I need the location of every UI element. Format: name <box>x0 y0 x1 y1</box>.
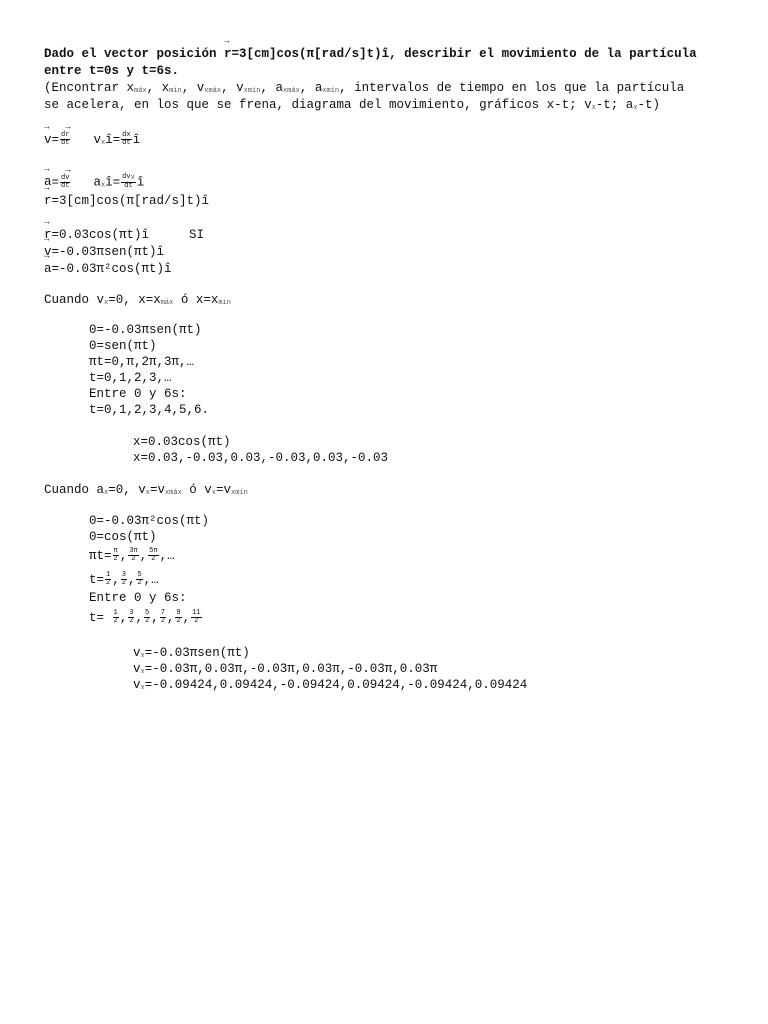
case2-v-line: vx=-0.03π,0.03π,-0.03π,0.03π,-0.03π,0.03π <box>133 662 438 676</box>
acceleration-definition: → a= $\frac{d\to v}{dt}$ axî= $\frac{\text{dvx}}{dt}$ î <box>44 174 144 193</box>
case1-line: πt=0,π,2π,3π,… <box>89 355 195 369</box>
position-definition: → r=3[cm]cos(π[rad/s]t)î <box>44 193 209 209</box>
acceleration-si: → a=-0.03π²cos(πt)î <box>44 261 172 277</box>
velocity-definition: → v= $\frac{d\to r}{dt}$ vxî= $\frac{dx}{dt}$ î <box>44 132 140 151</box>
r-vector-symbol: → r <box>224 46 232 62</box>
case1-line: 0=-0.03πsen(πt) <box>89 323 202 337</box>
case2-t-line: t= $\frac{1}{2}$ , $\frac{3}{2}$ , $\frac{5}{2}$ ,… <box>89 571 159 588</box>
problem-statement-line-2: entre t=0s y t=6s. <box>44 64 180 78</box>
case2-t2-line: t= $\frac{1}{2}$ , $\frac{3}{2}$ , $\frac{5}{2}$ , $\frac{7}{2}$ , $\frac{9}{2}$ , $\frac{11}{2}$ <box>89 609 201 626</box>
instructions-line-1: (Encontrar xmáx, xmín, vxmáx, vxmín, axmáx, axmín, intervalos de tiempo en los que la partícula <box>44 81 685 95</box>
case1-x-line: x=0.03,-0.03,0.03,-0.03,0.03,-0.03 <box>133 451 389 465</box>
case1-x-line: x=0.03cos(πt) <box>133 435 231 449</box>
velocity-si: → v=-0.03πsen(πt)î <box>44 244 164 260</box>
case1-line: t=0,1,2,3,4,5,6. <box>89 403 210 417</box>
instructions-line-2: se acelera, en los que se frena, diagrama del movimiento, gráficos x-t; vx-t; ax-t) <box>44 98 661 112</box>
case2-intro: Cuando ax=0, vx=vxmáx ó vx=vxmín <box>44 483 248 497</box>
case1-line: Entre 0 y 6s: <box>89 387 187 401</box>
case2-line: 0=cos(πt) <box>89 530 157 544</box>
problem-statement-line-1: Dado el vector posición → r=3[cm]cos(π[rad/s]t)î, describir el movimiento de la partícula <box>44 46 697 62</box>
case2-v-line: vx=-0.09424,0.09424,-0.09424,0.09424,-0.09424,0.09424 <box>133 678 528 692</box>
case2-pit-line: πt= $\frac{\pi}{2}$ , $\frac{3\pi}{2}$ , $\frac{5\pi}{2}$ ,… <box>89 547 175 564</box>
case1-line: t=0,1,2,3,… <box>89 371 172 385</box>
case2-v-line: vx=-0.03πsen(πt) <box>133 646 250 660</box>
case2-line: 0=-0.03π²cos(πt) <box>89 514 210 528</box>
case1-line: 0=sen(πt) <box>89 339 157 353</box>
position-si: → r=0.03cos(πt)î SI <box>44 227 204 243</box>
case2-entre: Entre 0 y 6s: <box>89 591 187 605</box>
case1-intro: Cuando vx=0, x=xmáx ó x=xmín <box>44 293 231 307</box>
